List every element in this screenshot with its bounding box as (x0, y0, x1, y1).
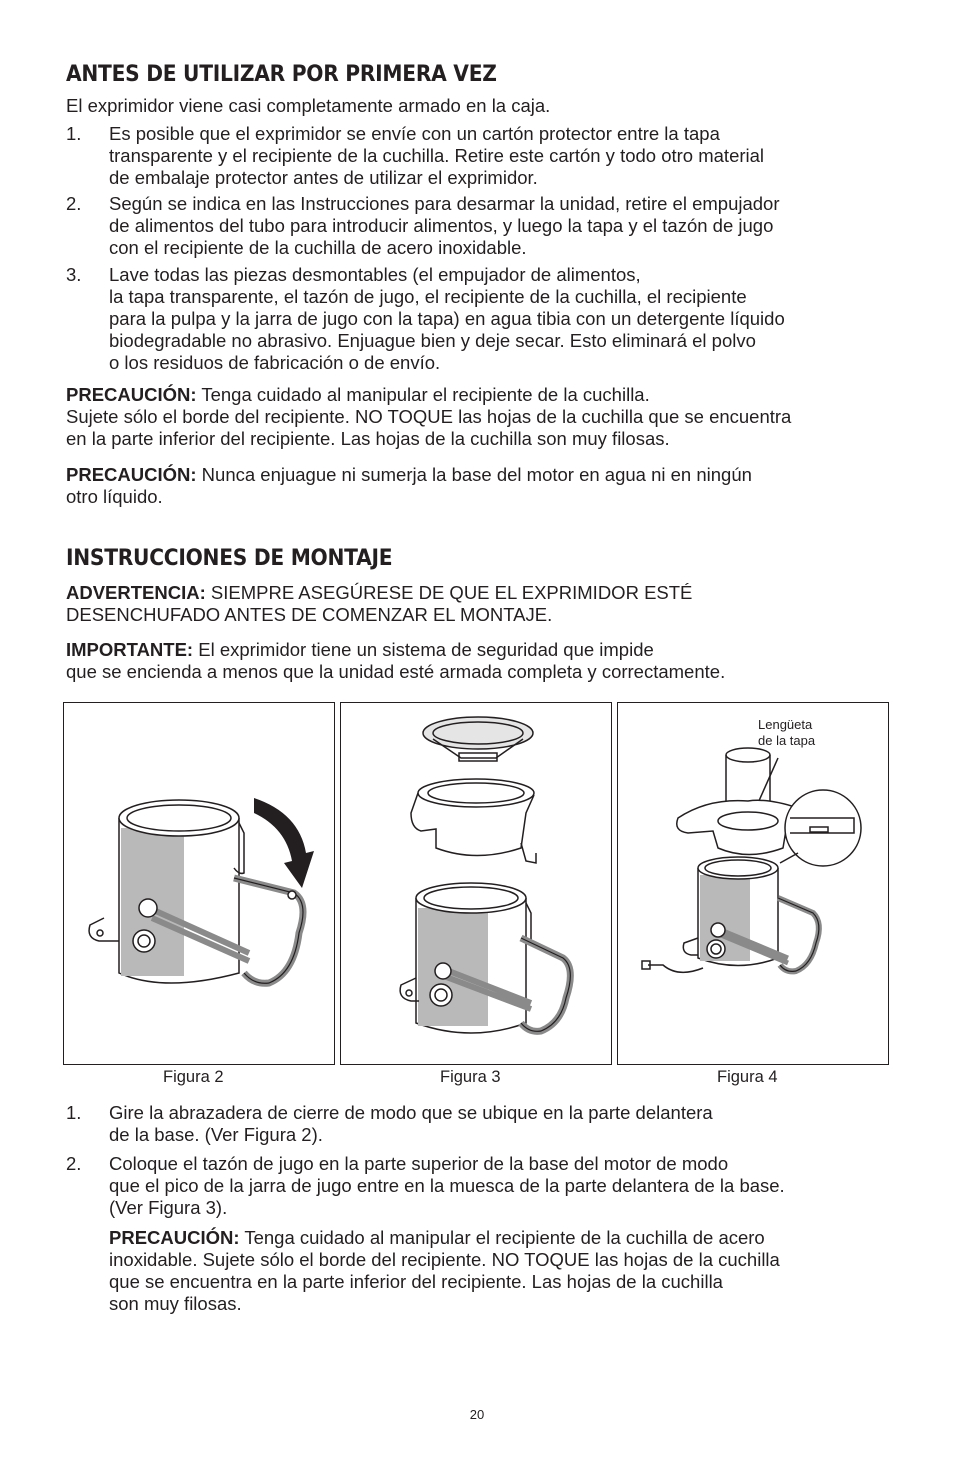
warning-block (66, 582, 906, 626)
figure-2-illustration (63, 702, 335, 1065)
list-line: de alimentos del tubo para introducir alimentos, y luego la tapa y el tazón de jugo (109, 215, 774, 236)
list-line: Lave todas las piezas desmontables (el empujador de alimentos, (109, 264, 641, 285)
list-number: 1. (66, 1102, 82, 1123)
caution-block (66, 464, 906, 508)
caution-block (66, 384, 906, 450)
list-line: de la base. (Ver Figura 2). (109, 1124, 323, 1145)
section-title-first-use: ANTES DE UTILIZAR POR PRIMERA VEZ (66, 62, 497, 87)
list-number: 1. (66, 123, 82, 144)
figure-4-illustration (617, 702, 889, 1065)
caution-text: Tenga cuidado al manipular el recipiente de la cuchilla de acero (239, 1227, 765, 1248)
list-line: que el pico de la jarra de jugo entre en la muesca de la parte delantera de la base. (109, 1175, 785, 1196)
caution-text: Nunca enjuague ni sumerja la base del motor en agua ni en ningún (196, 464, 752, 485)
caution-text: en la parte inferior del recipiente. Las hojas de la cuchilla son muy filosas. (66, 428, 670, 449)
caution-text: Sujete sólo el borde del recipiente. NO TOQUE las hojas de la cuchilla que se encuentra (66, 406, 792, 427)
important-text: que se encienda a menos que la unidad esté armada completa y correctamente. (66, 661, 726, 682)
caution-text: otro líquido. (66, 486, 163, 507)
caution-label: PRECAUCIÓN: (66, 384, 197, 405)
important-label: IMPORTANTE: (66, 639, 194, 660)
caution-block (109, 1227, 899, 1315)
caution-text: que se encuentra en la parte inferior del recipiente. Las hojas de la cuchilla (109, 1271, 723, 1292)
page-number: 20 (469, 1407, 485, 1422)
list-number: 2. (66, 1153, 82, 1174)
caution-label: PRECAUCIÓN: (109, 1227, 240, 1248)
caution-label: PRECAUCIÓN: (66, 464, 197, 485)
list-line: Gire la abrazadera de cierre de modo que se ubique en la parte delantera (109, 1102, 713, 1123)
warning-label: ADVERTENCIA: (66, 582, 206, 603)
figure-3-illustration (340, 702, 612, 1065)
caution-text: Tenga cuidado al manipular el recipiente de la cuchilla. (196, 384, 650, 405)
list-line: de embalaje protector antes de utilizar el exprimidor. (109, 167, 538, 188)
list-line: Según se indica en las Instrucciones para desarmar la unidad, retire el empujador (109, 193, 780, 214)
list-line: transparente y el recipiente de la cuchilla. Retire este cartón y todo otro material (109, 145, 765, 166)
list-line: Es posible que el exprimidor se envíe con un cartón protector entre la tapa (109, 123, 720, 144)
juicer-base-clamp-drawing (64, 703, 334, 1064)
juicer-lid-tab-drawing (618, 703, 888, 1064)
list-number: 3. (66, 264, 82, 285)
figure-3-caption: Figura 3 (440, 1068, 501, 1086)
figure-2-caption: Figura 2 (163, 1068, 224, 1086)
callout-line: de la tapa (758, 733, 816, 748)
list-number: 2. (66, 193, 82, 214)
juicer-exploded-drawing (341, 703, 611, 1064)
warning-text: DESENCHUFADO ANTES DE COMENZAR EL MONTAJE. (66, 604, 553, 625)
intro-text: El exprimidor viene casi completamente armado en la caja. (66, 95, 551, 116)
list-line: o los residuos de fabricación o de envío. (109, 352, 441, 373)
caution-text: inoxidable. Sujete sólo el borde del recipiente. NO TOQUE las hojas de la cuchilla (109, 1249, 780, 1270)
callout-line: Lengüeta (758, 717, 813, 732)
list-line: la tapa transparente, el tazón de jugo, el recipiente de la cuchilla, el recipiente (109, 286, 747, 307)
list-line: (Ver Figura 3). (109, 1197, 228, 1218)
lid-tab-callout (758, 717, 815, 749)
list-line: biodegradable no abrasivo. Enjuague bien y deje secar. Esto eliminará el polvo (109, 330, 756, 351)
important-text: El exprimidor tiene un sistema de seguridad que impide (193, 639, 654, 660)
warning-text: SIEMPRE ASEGÚRESE DE QUE EL EXPRIMIDOR ESTÉ (205, 582, 693, 603)
list-line: Coloque el tazón de jugo en la parte superior de la base del motor de modo (109, 1153, 729, 1174)
list-line: con el recipiente de la cuchilla de acero inoxidable. (109, 237, 527, 258)
caution-text: son muy filosas. (109, 1293, 242, 1314)
section-title-assembly: INSTRUCCIONES DE MONTAJE (66, 546, 393, 571)
important-block (66, 639, 906, 683)
list-line: para la pulpa y la jarra de jugo con la tapa) en agua tibia con un detergente líquido (109, 308, 785, 329)
figure-4-caption: Figura 4 (717, 1068, 778, 1086)
